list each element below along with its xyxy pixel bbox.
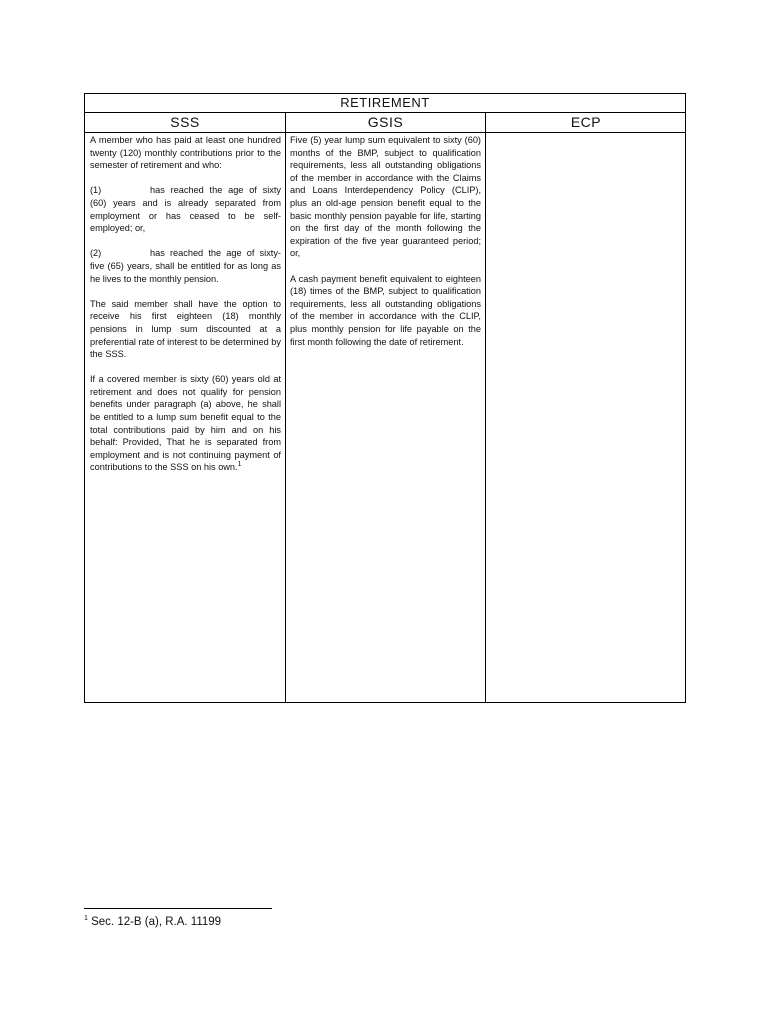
gsis-cell — [290, 134, 481, 361]
footnote-ref: 1 — [237, 461, 242, 469]
footnote-number: 1 — [84, 915, 88, 923]
sss-paragraph — [90, 373, 281, 474]
item-text: has reached the age of sixty (60) years and is already separated from employment or has ceased to be self-employed; or, — [90, 185, 281, 234]
footnote — [84, 915, 221, 929]
table-title: RETIREMENT — [85, 94, 685, 113]
gsis-paragraph: Five (5) year lump sum equivalent to sixty (60) months of the BMP, subject to qualification requirements, less all outstanding obligations of the member in accordance with the Claims and Loans Interdependency Policy (CLIP), plus an old-age pension benefit equal to the basic monthly pension payable for life, starting on the first day of the month following the expiration of the five year guaranteed period; or, — [290, 135, 481, 259]
sss-paragraph: The said member shall have the option to receive his first eighteen (18) monthly pensions in lump sum discounted at a preferential rate of interest to be determined by the SSS. — [90, 298, 282, 360]
header-gsis: GSIS — [367, 114, 404, 130]
sss-item-1 — [90, 184, 281, 234]
sss-paragraph: A member who has paid at least one hundred twenty (120) monthly contributions prior to the semester of retirement and who: — [90, 135, 281, 171]
header-ecp: ECP — [570, 114, 602, 130]
item-text: has reached the age of sixty-five (65) years, shall be entitled for as long as he lives to the monthly pension. — [90, 248, 281, 284]
header-sss: SSS — [170, 114, 200, 130]
sss-item-2 — [90, 247, 281, 285]
gsis-paragraph: A cash payment benefit equivalent to eighteen (18) times of the BMP, subject to qualification requirements, less all outstanding obligations of the member in accordance with the CLIP, plus monthly pension for life payable on the first month following the date of retirement. — [290, 273, 481, 347]
footnote-text: Sec. 12-B (a), R.A. 11199 — [91, 916, 222, 928]
table-header-row — [85, 113, 685, 133]
item-number: (2) — [90, 248, 102, 259]
retirement-table — [84, 93, 686, 703]
sss-paragraph-text: If a covered member is sixty (60) years old at retirement and does not qualify for pension benefits under paragraph (a) above, he shall be entitled to a lump sum benefit equal to the total contributions paid by him and on his behalf: Provided, That he is separated from employment and is not continuing payment of contributions to the SSS on his own. — [90, 374, 281, 473]
item-number: (1) — [90, 185, 102, 196]
column-divider — [285, 113, 286, 702]
sss-cell — [90, 134, 281, 487]
column-divider — [485, 113, 486, 702]
footnote-separator — [84, 908, 272, 909]
